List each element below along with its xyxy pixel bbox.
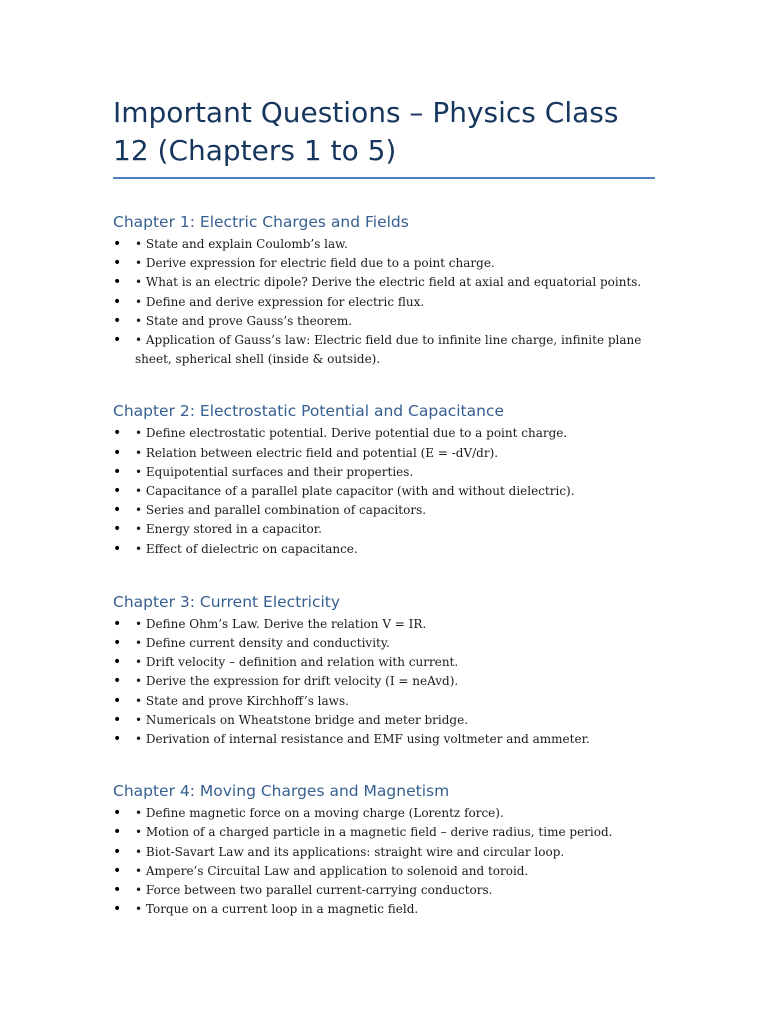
list-item — [113, 235, 656, 254]
list-item — [113, 463, 656, 482]
bullet-icon: • — [113, 673, 122, 690]
bullet-icon: • — [113, 635, 122, 652]
bullet-icon: • — [113, 615, 122, 632]
list-item — [113, 804, 656, 823]
question-list — [113, 424, 656, 558]
question-text: • Relation between electric field and potential (E = -dV/dr). — [135, 445, 499, 460]
list-item — [113, 823, 656, 842]
question-text: • Derive expression for electric field due to a point charge. — [135, 256, 495, 271]
list-item — [113, 634, 656, 653]
question-text: • Derivation of internal resistance and EMF using voltmeter and ammeter. — [135, 732, 590, 747]
bullet-icon: • — [113, 540, 122, 557]
bullet-icon: • — [113, 692, 122, 709]
question-text: • Series and parallel combination of capacitors. — [135, 503, 427, 518]
bullet-icon: • — [113, 901, 122, 918]
bullet-icon: • — [113, 711, 122, 728]
bullet-icon: • — [113, 805, 122, 822]
question-text: • Motion of a charged particle in a magnetic field – derive radius, time period. — [135, 825, 613, 840]
list-item — [113, 692, 656, 711]
bullet-icon: • — [113, 882, 122, 899]
bullet-icon: • — [113, 255, 122, 272]
question-text: • State and prove Gauss’s theorem. — [135, 313, 353, 328]
question-list — [113, 615, 656, 749]
list-item — [113, 254, 656, 273]
question-text: • Numericals on Wheatstone bridge and meter bridge. — [135, 712, 469, 727]
question-text: • Capacitance of a parallel plate capacitor (with and without dielectric). — [135, 484, 575, 499]
bullet-icon: • — [113, 332, 122, 349]
list-item — [113, 843, 656, 862]
question-list — [113, 235, 656, 369]
list-item — [113, 482, 656, 501]
list-item — [113, 424, 656, 443]
list-item — [113, 711, 656, 730]
question-text: • Effect of dielectric on capacitance. — [135, 541, 358, 556]
bullet-icon: • — [113, 236, 122, 252]
list-item — [113, 730, 656, 749]
question-list — [113, 804, 656, 919]
list-item — [113, 501, 656, 520]
question-text: • Equipotential surfaces and their properties. — [135, 464, 414, 479]
list-item — [113, 881, 656, 900]
bullet-icon: • — [113, 731, 122, 748]
question-text: • Ampere’s Circuital Law and application to solenoid and toroid. — [135, 863, 529, 878]
list-item — [113, 312, 656, 331]
chapter-section-1 — [113, 212, 656, 369]
title-underline-rule — [113, 177, 655, 179]
question-text: • Application of Gauss’s law: Electric field due to infinite line charge, infinite plane sheet, spherical shell (inside & outside). — [135, 333, 642, 367]
bullet-icon: • — [113, 824, 122, 841]
chapter-heading: Chapter 4: Moving Charges and Magnetism — [113, 782, 450, 801]
bullet-icon: • — [113, 483, 122, 500]
bullet-icon: • — [113, 463, 122, 480]
bullet-icon: • — [113, 293, 122, 310]
chapter-section-4 — [113, 781, 656, 919]
list-item — [113, 293, 656, 312]
list-item — [113, 615, 656, 634]
chapter-section-2 — [113, 401, 656, 558]
question-text: • Torque on a current loop in a magnetic field. — [135, 902, 419, 917]
bullet-icon: • — [113, 654, 122, 671]
question-text: • Derive the expression for drift velocity (I = neAvd). — [135, 674, 459, 689]
chapter-heading: Chapter 2: Electrostatic Potential and Capacitance — [113, 402, 505, 421]
question-text: • Define current density and conductivity. — [135, 636, 390, 651]
list-item — [113, 653, 656, 672]
question-text: • Define electrostatic potential. Derive potential due to a point charge. — [135, 426, 568, 441]
chapter-heading: Chapter 1: Electric Charges and Fields — [113, 213, 409, 231]
list-item — [113, 444, 656, 463]
question-text: • Biot-Savart Law and its applications: straight wire and circular loop. — [135, 844, 565, 859]
list-item — [113, 900, 656, 919]
list-item — [113, 540, 656, 559]
list-item — [113, 273, 656, 292]
question-text: • Force between two parallel current-carrying conductors. — [135, 883, 493, 898]
bullet-icon: • — [113, 444, 122, 461]
list-item — [113, 520, 656, 539]
list-item — [113, 331, 656, 369]
question-text: • State and explain Coulomb’s law. — [135, 237, 348, 251]
bullet-icon: • — [113, 862, 122, 879]
document-title: Important Questions – Physics Class 12 (Chapters 1 to 5) — [113, 96, 619, 167]
bullet-icon: • — [113, 521, 122, 538]
bullet-icon: • — [113, 843, 122, 860]
bullet-icon: • — [113, 502, 122, 519]
question-text: • Drift velocity – definition and relation with current. — [135, 655, 459, 670]
chapter-section-3 — [113, 592, 656, 749]
bullet-icon: • — [113, 274, 122, 291]
question-text: • Define magnetic force on a moving charge (Lorentz force). — [135, 806, 504, 821]
list-item — [113, 862, 656, 881]
list-item — [113, 672, 656, 691]
bullet-icon: • — [113, 312, 122, 329]
chapter-heading: Chapter 3: Current Electricity — [113, 592, 341, 611]
question-text: • Define Ohm’s Law. Derive the relation V = IR. — [135, 616, 427, 631]
bullet-icon: • — [113, 425, 122, 442]
question-text: • State and prove Kirchhoff’s laws. — [135, 693, 349, 708]
question-text: • Energy stored in a capacitor. — [135, 522, 322, 537]
question-text: • What is an electric dipole? Derive the electric field at axial and equatorial points. — [135, 275, 642, 290]
question-text: • Define and derive expression for electric flux. — [135, 294, 425, 309]
